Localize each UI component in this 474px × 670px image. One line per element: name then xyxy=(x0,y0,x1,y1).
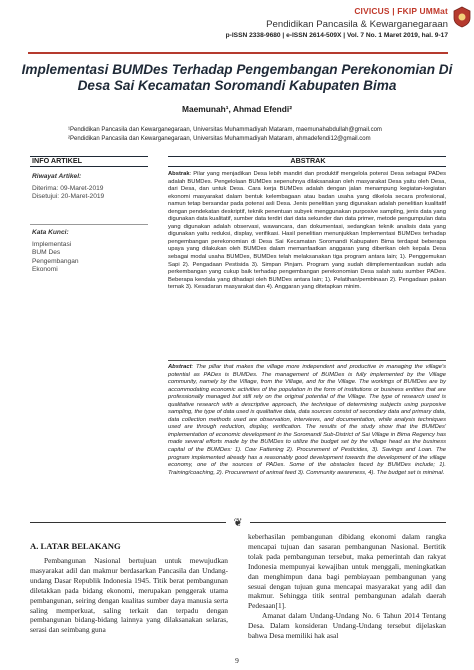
page-number: 9 xyxy=(235,656,239,665)
keyword: Implementasi xyxy=(32,241,72,249)
journal-logo-icon xyxy=(452,6,472,28)
brand-fkip: FKIP UMMat xyxy=(397,6,448,16)
article-title: Implementasi BUMDes Terhadap Pengembangan Perekonomian Di Desa Sai Kecamatan Soromandi Kabupaten Bima xyxy=(21,62,453,93)
history-label: Riwayat Artikel: xyxy=(32,173,82,180)
keywords-block xyxy=(32,229,144,274)
affiliation-1: ¹Pendidikan Pancasila dan Kewarganegaraan, Universitas Muhammadiyah Mataram, maemunahabdullah@gmail.com xyxy=(68,127,382,133)
body-paragraph: Pembangunan Nasional bertujuan untuk mewujudkan masyarakat adil dan makmur berdasarkan Pancasila dan Undang-undang Dasar Republik Indonesia 1945. Titik berat pembangunan diletakkan pada bidang ekonomi, merupakan penggerak utama pembangunan, seiring dengan kualitas sumber daya manusia serta saling memperkuat, saling terkait dan terpadu dengan pembangunan bidang-bidang lainnya yang dilaksanakan selaras, serasi dan seimbang guna xyxy=(30,556,228,635)
ornament-line-right xyxy=(250,522,446,523)
abstract-id-label: Abstrak xyxy=(168,171,190,177)
section-ornament xyxy=(30,518,446,528)
body-paragraph: keberhasilan pembangunan dibidang ekonomi dalam rangka mencapai tujuan dan sasaran pembangunan Nasional. Bertitik tolak pada pembangunan tersebut, maka pemerintah dan rakyat Indonesia mempunyai kewajiban untuk menggali, meningkatkan dan menghimpun dana bagi pembiayaan pembangunan yang sesuai dengan tujuan guna mencapai masyarakat yang adil dan makmur. Sehingga titik sentral pembangunan adalah daerah Pedesaan[1]. xyxy=(248,532,446,611)
abstract-id-text: : Pilar yang menjadikan Desa lebih mandiri dan produktif mengelola potensi Desa sebagai PADes adalah BUMDes. Pengelolaan BUMDes sepenuhnya dilaksanakan oleh masyarakat Desa yaitu oleh Desa, dari Desa, dan untuk Desa. Cara kerja BUMDes adalah dengan jalan menampung kegiatan-kegiatan ekonomi masyarakat dalam bentuk kelembagaan atau badan usaha yang dikelola secara profesional, namun tetap bersandar pada potensi asli Desa. Jenis penelitian yang digunakan adalah penelitian kualitatif dengan pendekatan deskriptif, teknik penentuan subyek menggunakan purposive sampling, jenis data yang digunakan data kualitatif, sumber data terdiri dari data sekunder dan data primer, metode pengumpulan data yang digunakan adalah observasi, wawancara, dan dokumentasi, sedangkan teknik analisis data yang digunakan yaitu reduksi, display, verifikasi. Hasil penelitian menunjukkan Implementasi BUMDes terhadap pengembangan perekonomian di Desa Sai Kecamatan Soromandi Kabupaten Bima terdapat beberapa upaya yang dilakukan oleh BUMDes dalam memanfaatkan anggaran yang diberikan oleh kepala Desa sebagai modal usaha BUMDes, BUMDes telah melaksanakan tiga program antara lain; 1). Penggemukan Sapi 2). Pengadaan Pestisida 3). Simpan Pinjam. Program yang sudah diimplementasikan sudah ada perkembangan yang cukup baik terhadap pengembangan perekonomian Desa salah satu sumber PADes. Beberapa kendala yang dihadapi oleh BUMDes antara lain; 1). Pelatihan/pembinaan 2). Pengadaan pakan ternak 3). Kesadaran masyarakat dan 4). Anggaran yang ditetapkan minim. xyxy=(168,171,446,291)
keyword: Ekonomi xyxy=(32,265,58,273)
affiliation-2: ²Pendidikan Pancasila dan Kewarganegaraan, Universitas Muhammadiyah Mataram, ahmadefendi12@gmail.com xyxy=(68,136,371,142)
fleuron-icon: ❦ xyxy=(233,517,243,529)
issn-line: p-ISSN 2338-9680 | e-ISSN 2614-509X | Vol. 7 No. 1 Maret 2019, hal. 9-17 xyxy=(225,32,448,39)
journal-header xyxy=(188,6,448,39)
brand-separator: | xyxy=(389,6,398,16)
body-column-right xyxy=(248,532,446,641)
ornament-line-left xyxy=(30,522,226,523)
section-title: A. LATAR BELAKANG xyxy=(30,541,121,551)
info-divider xyxy=(30,224,148,225)
abstract-divider xyxy=(168,360,446,361)
journal-name: Pendidikan Pancasila & Kewarganegaraan xyxy=(266,19,448,30)
accepted-date: Disetujui: 20-Maret-2019 xyxy=(32,193,105,201)
abstract-english xyxy=(168,364,446,477)
abstract-en-label: Abstract xyxy=(168,364,192,370)
body-column-left xyxy=(30,556,228,635)
brand-civicus: CIVICUS xyxy=(354,6,390,16)
body-paragraph: Amanat dalam Undang-Undang No. 6 Tahun 2014 Tentang Desa. Dalam konsideran Undang-Undang tersebut dijelaskan bahwa Desa memiliki hak asal xyxy=(248,611,446,641)
abstrak-heading: ABSTRAK xyxy=(168,156,446,167)
abstract-indonesian xyxy=(168,171,446,292)
keyword: BUM Des xyxy=(32,249,61,257)
keywords-label: Kata Kunci: xyxy=(32,229,69,236)
received-date: Diterima: 09-Maret-2019 xyxy=(32,185,104,193)
journal-brand xyxy=(188,6,448,16)
article-authors: Maemunah¹, Ahmad Efendi² xyxy=(182,104,292,114)
header-rule xyxy=(28,52,448,54)
info-artikel-heading: INFO ARTIKEL xyxy=(30,156,148,167)
keyword: Pengembangan xyxy=(32,257,79,265)
article-history xyxy=(32,173,144,202)
abstract-en-text: : The pillar that makes the village more independent and productive in managing the village's potential as PADes is BUMDes. The management of BUMDes is fully implemented by the Village community, namely by the Village, from the Village, and for the Village. The workings of BUMDes are by accommodating economic activities of the population in the form of institutions or business entities that are professionally managed but still rely on the original potential of the Village. The type of research used is qualitative research with a descriptive approach, the technique of determining subjects using purposive sampling, the type of data used is qualitative data, data sources consist of secondary data and primary data, data collection methods used are observation, interviews, and documentation, while analysis techniques used are through reduction, display, verification. The results of the study show that the BUMDes' implementation of economic development in the Soromandi Sub-District of Sai Village in Bima Regency has made several efforts made by the BUMDes to utilize the budget set by the village head as the business capital of the BUMDes: 1). Cow Fattening 2). Procurement of Pesticides, 3). Savings and Loan. The program implemented already has a reasonably good development towards the development of the village economy, one of the sources of PADes. Some of the obstacles faced by BUMDes include; 1). Training/coaching, 2). Procurement of animal feed 3). Community awareness, 4). The budget set is minimal. xyxy=(168,364,446,476)
